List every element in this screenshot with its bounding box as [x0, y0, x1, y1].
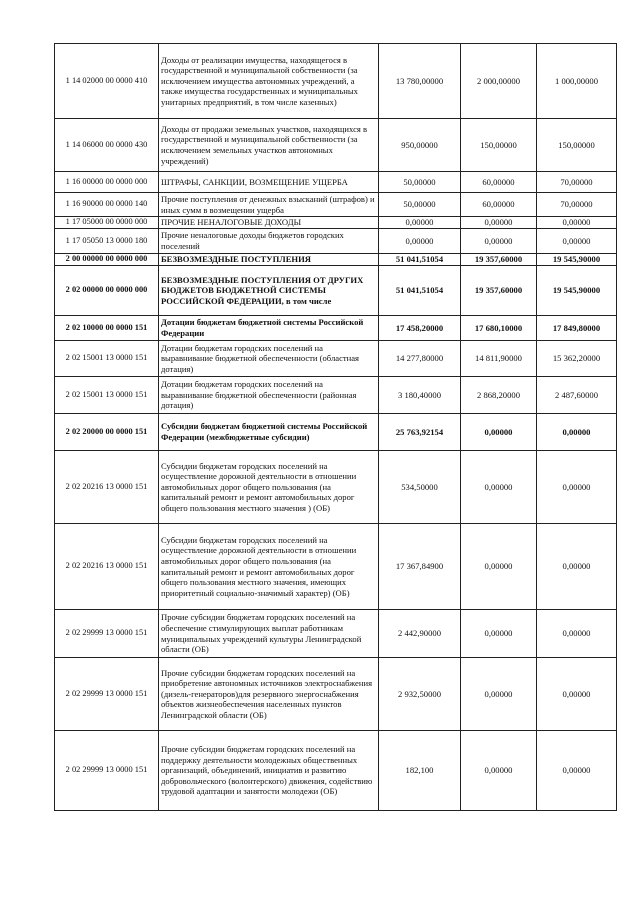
budget-code-cell: 1 17 05000 00 0000 000 [55, 217, 159, 229]
amount-year1-cell: 0,00000 [379, 229, 461, 254]
table-row [55, 193, 617, 217]
amount-year2-cell: 0,00000 [461, 610, 537, 658]
table-row [55, 377, 617, 414]
amount-year2-cell: 17 680,10000 [461, 316, 537, 341]
revenue-name-cell: Субсидии бюджетам городских поселений на осуществление дорожной деятельности в отношении автомобильных дорог общего пользования (на капитальный ремонт и ремонт автомобильных дорог общего пользования местного значения ) (ОБ) [159, 451, 379, 524]
amount-year1-cell: 17 458,20000 [379, 316, 461, 341]
amount-year1-cell: 50,00000 [379, 193, 461, 217]
amount-year3-cell: 19 545,90000 [537, 254, 617, 266]
budget-code-cell: 1 16 00000 00 0000 000 [55, 172, 159, 193]
amount-year2-cell: 150,00000 [461, 119, 537, 172]
amount-year2-cell: 0,00000 [461, 451, 537, 524]
revenue-name-cell: ШТРАФЫ, САНКЦИИ, ВОЗМЕЩЕНИЕ УЩЕРБА [159, 172, 379, 193]
amount-year1-cell: 0,00000 [379, 217, 461, 229]
budget-code-cell: 2 02 29999 13 0000 151 [55, 731, 159, 811]
amount-year3-cell: 0,00000 [537, 524, 617, 610]
amount-year3-cell: 70,00000 [537, 172, 617, 193]
budget-code-cell: 2 02 10000 00 0000 151 [55, 316, 159, 341]
budget-code-cell: 2 02 15001 13 0000 151 [55, 341, 159, 377]
table-row [55, 524, 617, 610]
amount-year1-cell: 14 277,80000 [379, 341, 461, 377]
table-row [55, 172, 617, 193]
revenue-name-cell: БЕЗВОЗМЕЗДНЫЕ ПОСТУПЛЕНИЯ ОТ ДРУГИХ БЮДЖЕТОВ БЮДЖЕТНОЙ СИСТЕМЫ РОССИЙСКОЙ ФЕДЕРАЦИИ, в том числе [159, 266, 379, 316]
revenue-name-cell: Прочие субсидии бюджетам городских поселений на приобретение автономных источников электроснабжения (дизель-генераторов)для резервного энергоснабжения объектов жизнеобеспечения населенных пунктов Ленинградской области (ОБ) [159, 658, 379, 731]
amount-year3-cell: 0,00000 [537, 414, 617, 451]
amount-year1-cell: 51 041,51054 [379, 266, 461, 316]
table-row [55, 341, 617, 377]
amount-year1-cell: 2 932,50000 [379, 658, 461, 731]
table-row [55, 658, 617, 731]
revenue-name-cell: Доходы от продажи земельных участков, находящихся в государственной и муниципальной собственности (за исключением земельных участков автономных учреждений) [159, 119, 379, 172]
table-row [55, 610, 617, 658]
revenue-name-cell: БЕЗВОЗМЕЗДНЫЕ ПОСТУПЛЕНИЯ [159, 254, 379, 266]
amount-year1-cell: 25 763,92154 [379, 414, 461, 451]
amount-year1-cell: 534,50000 [379, 451, 461, 524]
amount-year1-cell: 50,00000 [379, 172, 461, 193]
amount-year2-cell: 60,00000 [461, 193, 537, 217]
amount-year3-cell: 15 362,20000 [537, 341, 617, 377]
table-row [55, 266, 617, 316]
amount-year2-cell: 60,00000 [461, 172, 537, 193]
table-row [55, 451, 617, 524]
amount-year1-cell: 2 442,90000 [379, 610, 461, 658]
amount-year1-cell: 3 180,40000 [379, 377, 461, 414]
table-row [55, 229, 617, 254]
budget-code-cell: 2 02 20216 13 0000 151 [55, 524, 159, 610]
table-body [55, 44, 617, 811]
amount-year3-cell: 0,00000 [537, 658, 617, 731]
budget-code-cell: 2 02 20000 00 0000 151 [55, 414, 159, 451]
amount-year3-cell: 0,00000 [537, 229, 617, 254]
budget-code-cell: 1 14 02000 00 0000 410 [55, 44, 159, 119]
budget-code-cell: 1 17 05050 13 0000 180 [55, 229, 159, 254]
amount-year3-cell: 17 849,80000 [537, 316, 617, 341]
revenue-name-cell: Прочие субсидии бюджетам городских поселений на обеспечение стимулирующих выплат работникам муниципальных учреждений культуры Ленинградской области (ОБ) [159, 610, 379, 658]
amount-year1-cell: 13 780,00000 [379, 44, 461, 119]
revenue-name-cell: Субсидии бюджетам городских поселений на осуществление дорожной деятельности в отношении автомобильных дорог общего пользования (на капитальный ремонт и ремонт автомобильных дорог общего пользования местного значения, имеющих приоритетный социально-значимый характер) (ОБ) [159, 524, 379, 610]
budget-code-cell: 2 02 15001 13 0000 151 [55, 377, 159, 414]
amount-year3-cell: 2 487,60000 [537, 377, 617, 414]
amount-year2-cell: 0,00000 [461, 731, 537, 811]
amount-year3-cell: 1 000,00000 [537, 44, 617, 119]
amount-year1-cell: 51 041,51054 [379, 254, 461, 266]
budget-code-cell: 2 02 20216 13 0000 151 [55, 451, 159, 524]
table-row [55, 217, 617, 229]
table-row [55, 44, 617, 119]
budget-revenue-table [54, 43, 617, 811]
table-row [55, 254, 617, 266]
amount-year2-cell: 0,00000 [461, 524, 537, 610]
amount-year1-cell: 17 367,84900 [379, 524, 461, 610]
budget-code-cell: 2 02 29999 13 0000 151 [55, 658, 159, 731]
revenue-name-cell: Прочие поступления от денежных взысканий (штрафов) и иных сумм в возмещении ущерба [159, 193, 379, 217]
amount-year3-cell: 19 545,90000 [537, 266, 617, 316]
budget-page [54, 43, 616, 811]
amount-year2-cell: 0,00000 [461, 658, 537, 731]
amount-year1-cell: 950,00000 [379, 119, 461, 172]
amount-year3-cell: 0,00000 [537, 451, 617, 524]
amount-year3-cell: 150,00000 [537, 119, 617, 172]
budget-code-cell: 2 00 00000 00 0000 000 [55, 254, 159, 266]
amount-year2-cell: 0,00000 [461, 229, 537, 254]
table-row [55, 316, 617, 341]
amount-year2-cell: 14 811,90000 [461, 341, 537, 377]
table-row [55, 119, 617, 172]
amount-year2-cell: 0,00000 [461, 217, 537, 229]
revenue-name-cell: Прочие субсидии бюджетам городских поселений на поддержку деятельности молодежных общественных организаций, объединений, инициатив и развитию добровольческого (волонтерского) движения, содействию трудовой адаптации и занятости молодежи (ОБ) [159, 731, 379, 811]
revenue-name-cell: Доходы от реализации имущества, находящегося в государственной и муниципальной собственности (за исключением имущества автономных учреждений, а также имущества государственных и муниципальных унитарных предприятий, в том числе казенных) [159, 44, 379, 119]
revenue-name-cell: ПРОЧИЕ НЕНАЛОГОВЫЕ ДОХОДЫ [159, 217, 379, 229]
revenue-name-cell: Дотации бюджетам городских поселений на выравнивание бюджетной обеспеченности (районная дотация) [159, 377, 379, 414]
budget-code-cell: 1 16 90000 00 0000 140 [55, 193, 159, 217]
amount-year2-cell: 19 357,60000 [461, 266, 537, 316]
table-row [55, 731, 617, 811]
amount-year2-cell: 0,00000 [461, 414, 537, 451]
revenue-name-cell: Прочие неналоговые доходы бюджетов городских поселений [159, 229, 379, 254]
amount-year2-cell: 2 868,20000 [461, 377, 537, 414]
revenue-name-cell: Дотации бюджетам городских поселений на выравнивание бюджетной обеспеченности (областная дотация) [159, 341, 379, 377]
budget-code-cell: 1 14 06000 00 0000 430 [55, 119, 159, 172]
amount-year3-cell: 0,00000 [537, 610, 617, 658]
revenue-name-cell: Дотации бюджетам бюджетной системы Российской Федерации [159, 316, 379, 341]
amount-year2-cell: 2 000,00000 [461, 44, 537, 119]
amount-year3-cell: 0,00000 [537, 731, 617, 811]
amount-year3-cell: 0,00000 [537, 217, 617, 229]
amount-year1-cell: 182,100 [379, 731, 461, 811]
amount-year3-cell: 70,00000 [537, 193, 617, 217]
table-row [55, 414, 617, 451]
amount-year2-cell: 19 357,60000 [461, 254, 537, 266]
budget-code-cell: 2 02 29999 13 0000 151 [55, 610, 159, 658]
revenue-name-cell: Субсидии бюджетам бюджетной системы Российской Федерации (межбюджетные субсидии) [159, 414, 379, 451]
budget-code-cell: 2 02 00000 00 0000 000 [55, 266, 159, 316]
